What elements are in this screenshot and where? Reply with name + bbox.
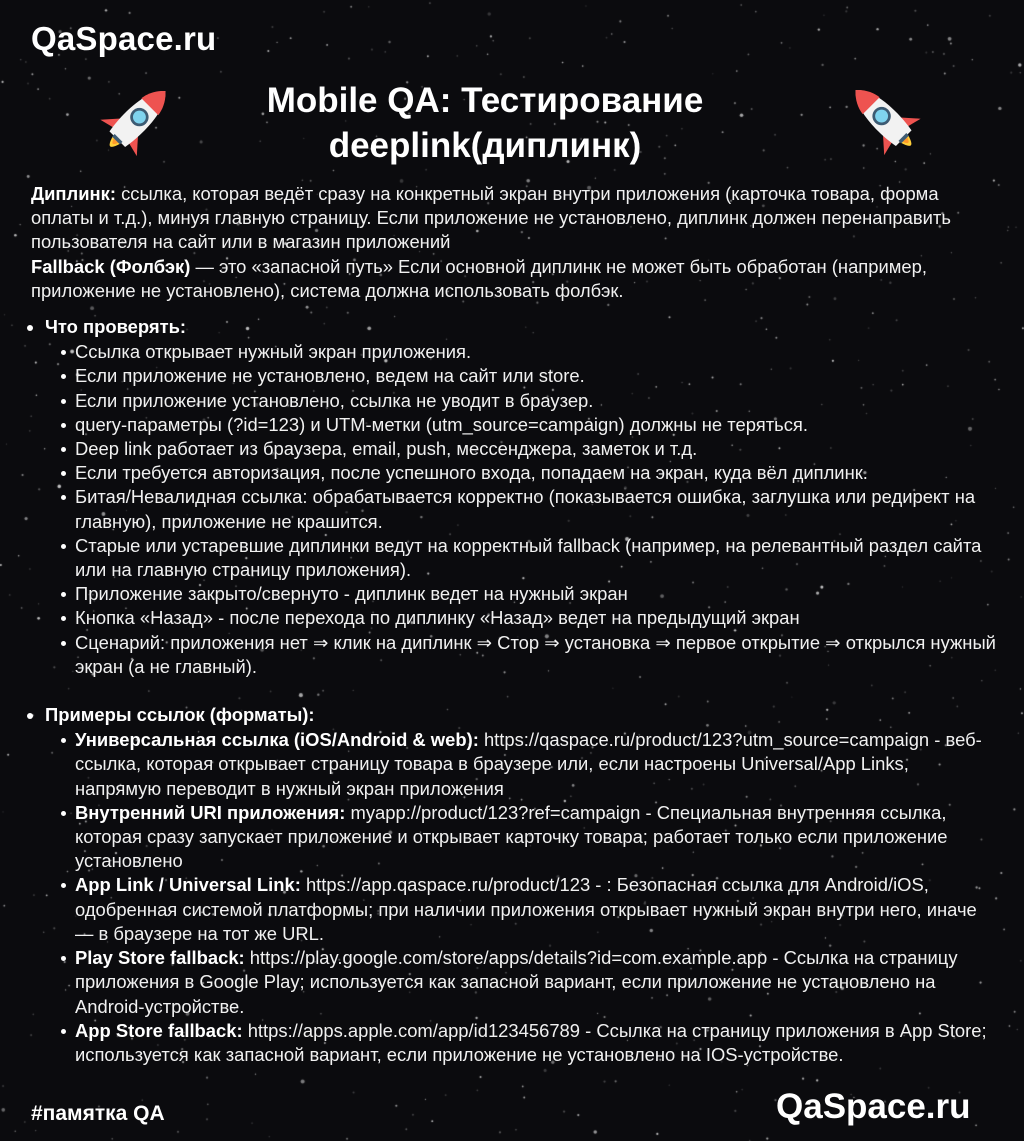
example-term: Универсальная ссылка (iOS/Android & web): [75,729,479,751]
example-text: myapp://product/123?ref=campaign - Специальная внутренняя ссылка, которая сразу запускает приложение и открывает карточку товара; работает только если приложение установлено [75,801,948,872]
brand-logo-bottom: QaSpace.ru [776,1087,971,1126]
list-item: Ссылка открывает нужный экран приложения. [45,340,997,364]
deeplink-term: Диплинк: [31,183,116,204]
list-item: Если приложение не установлено, ведем на сайт или store. [45,364,997,388]
checks-heading-item [31,315,997,679]
checks-section [31,315,997,679]
deeplink-definition [31,182,997,255]
example-term: App Store fallback: [75,1019,243,1041]
checks-list [45,340,997,679]
rocket-icon [88,75,183,167]
list-item: Кнопка «Назад» - после перехода по диплинку «Назад» ведет на предыдущий экран [45,606,997,630]
list-item [45,946,997,1019]
examples-heading: Примеры ссылок (форматы): [45,704,315,726]
fallback-definition [31,255,997,303]
list-item: Deep link работает из браузера, email, push, мессенджера, заметок и т.д. [45,437,997,461]
list-item: Сценарий: приложения нет ⇒ клик на диплинк ⇒ Стор ⇒ установка ⇒ первое открытие ⇒ открылся нужный экран (а не главный). [45,631,997,679]
rocket-icon [838,74,933,166]
example-term: Play Store fallback: [75,947,245,969]
hashtag-label: #памятка QA [31,1102,165,1125]
page-title [180,78,790,168]
examples-section [31,703,997,1067]
example-text: https://play.google.com/store/apps/details?id=com.example.app - Ссылка на страницу приложения в Google Play; используется как запасной вариант, если приложение не установлено на Android-устройстве. [75,947,958,1017]
content-body [31,182,997,1067]
fallback-text: — это «запасной путь» Если основной диплинк не может быть обработан (например, приложение не установлено), система должна использовать фолбэк. [31,255,927,301]
list-item [45,873,997,946]
list-item: Битая/Невалидная ссылка: обрабатывается корректно (показывается ошибка, заглушка или редирект на главную), приложение не крашится. [45,485,997,533]
example-text: https://qaspace.ru/product/123?utm_source=campaign - веб-ссылка, которая открывает страницу товара в браузере или, если настроены Universal/App Links, напрямую переводит в нужный экран приложения [75,729,982,799]
list-item: Если требуется авторизация, после успешного входа, попадаем на экран, куда вёл диплинк. [45,461,997,485]
examples-list [45,728,997,1067]
example-text: https://apps.apple.com/app/id123456789 - Ссылка на страницу приложения в App Store; используется как запасной вариант, если приложение не установлено на IOS-устройстве. [75,1019,987,1065]
list-item [45,728,997,801]
checks-heading: Что проверять: [45,316,187,338]
deeplink-text: ссылка, которая ведёт сразу на конкретный экран внутри приложения (карточка товара, форма оплаты и т.д.), минуя главную страницу. Если приложение не установлено, диплинк должен перенаправить пользователя на сайт или в магазин приложений [31,183,951,253]
list-item [45,801,997,874]
list-item: Приложение закрыто/свернуто - диплинк ведет на нужный экран [45,582,997,606]
title-line-2: deeplink(диплинк) [328,126,642,165]
list-item: Если приложение установлено, ссылка не уводит в браузер. [45,389,997,413]
title-line-1: Mobile QA: Тестирование [266,81,704,120]
list-item: query-параметры (?id=123) и UTM-метки (utm_source=campaign) должны не теряться. [45,413,997,437]
example-text: https://app.qaspace.ru/product/123 - : Безопасная ссылка для Android/iOS, одобренная системой платформы; при наличии приложения открывает нужный экран внутри него, иначе — в браузере на тот же URL. [75,874,977,944]
examples-heading-item [31,703,997,1067]
example-term: App Link / Universal Link: [75,874,301,896]
brand-logo-top: QaSpace.ru [31,20,217,57]
example-term: Внутренний URI приложения: [75,801,346,823]
fallback-term: Fallback (Фолбэк) [31,255,191,277]
list-item [45,1019,997,1067]
list-item: Старые или устаревшие диплинки ведут на корректный fallback (например, на релевантный раздел сайта или на главную страницу приложения). [45,534,997,582]
